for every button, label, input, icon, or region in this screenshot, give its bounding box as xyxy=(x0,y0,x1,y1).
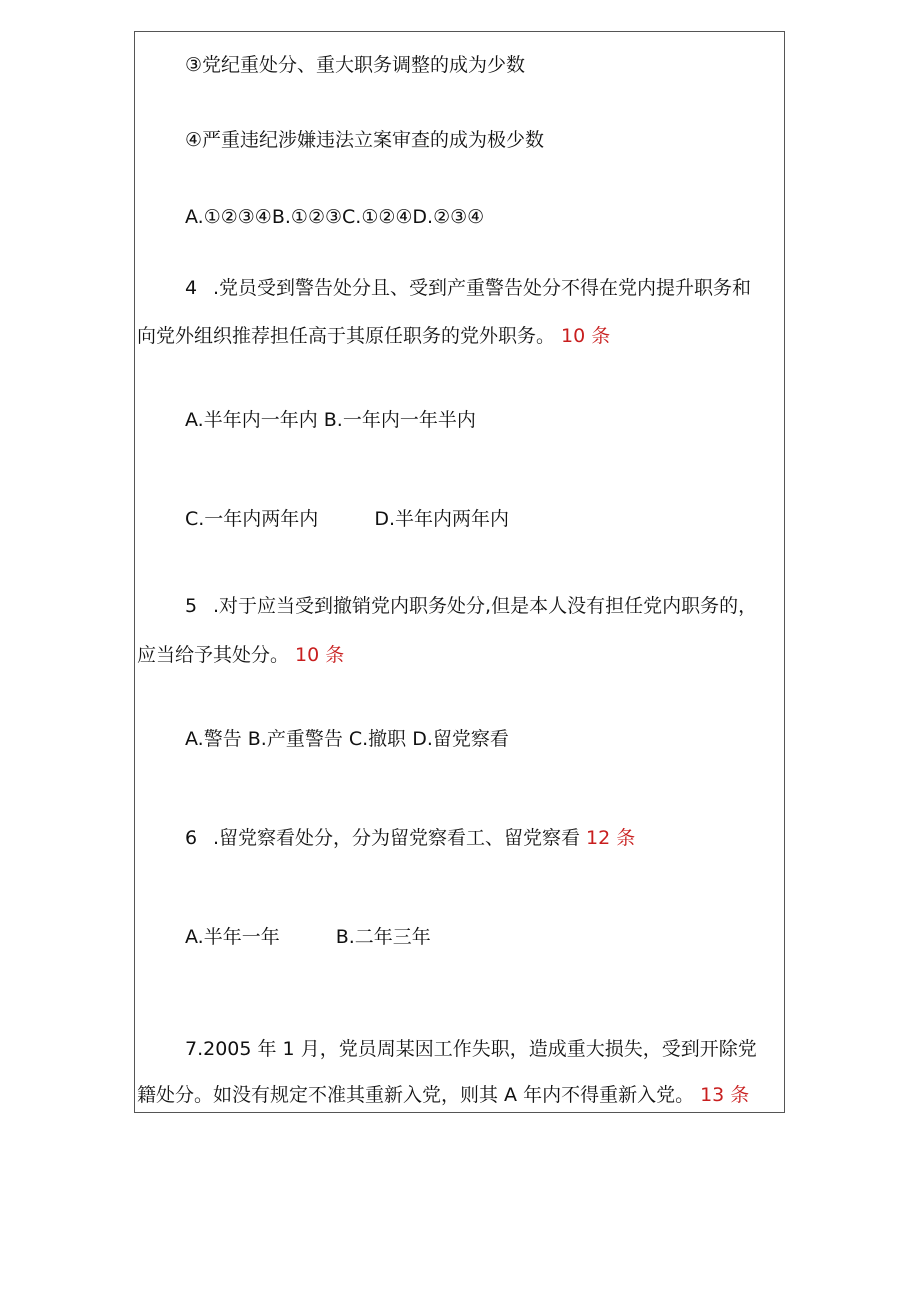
line-text: ③党纪重处分、重大职务调整的成为少数 xyxy=(185,54,526,76)
answer-choices-q5 xyxy=(185,727,509,751)
article-reference: 10 条 xyxy=(561,325,611,347)
question-number: 6 xyxy=(185,827,198,849)
answer-choices-q4-cd xyxy=(185,507,509,531)
answer-choices-q6 xyxy=(185,925,431,949)
option-line-3 xyxy=(185,53,525,77)
line-text: A.①②③④B.①②③C.①②④D.②③④ xyxy=(185,206,485,228)
question-text: 应当给予其处分。 xyxy=(137,644,290,666)
question-text: 向党外组织推荐担任高于其原任职务的党外职务。 xyxy=(137,325,556,347)
line-text: A.警告 B.产重警告 C.撤职 D.留党察看 xyxy=(185,728,509,750)
question-4 xyxy=(185,276,751,300)
question-7-continued xyxy=(137,1083,749,1107)
question-5 xyxy=(185,594,757,618)
line-text: A.半年内一年内 B.一年内一年半内 xyxy=(185,409,476,431)
article-reference: 10 条 xyxy=(295,644,345,666)
option-line-4 xyxy=(185,128,544,152)
question-number: 4 xyxy=(185,277,198,299)
question-5-continued xyxy=(137,643,344,667)
question-text: .党员受到警告处分且、受到产重警告处分不得在党内提升职务和 xyxy=(213,277,752,299)
question-text: .留党察看处分，分为留党察看工、留党察看 xyxy=(213,827,581,849)
question-text: .对于应当受到撤销党内职务处分,但是本人没有担任党内职务的， xyxy=(213,595,758,617)
choice-d: D.半年内两年内 xyxy=(374,508,509,530)
answer-choices-q3 xyxy=(185,205,484,229)
choice-c: C.一年内两年内 xyxy=(185,508,319,530)
choice-b: B.二年三年 xyxy=(335,926,431,948)
answer-choices-q4-ab xyxy=(185,408,476,432)
article-reference: 13 条 xyxy=(700,1084,750,1106)
question-text: 籍处分。如没有规定不准其重新入党，则其 A 年内不得重新入党。 xyxy=(137,1084,695,1106)
question-4-continued xyxy=(137,324,610,348)
question-number: 5 xyxy=(185,595,198,617)
question-6 xyxy=(185,826,635,850)
choice-a: A.半年一年 xyxy=(185,926,280,948)
line-text: ④严重违纪涉嫌违法立案审查的成为极少数 xyxy=(185,129,545,151)
document-frame xyxy=(134,31,785,1113)
question-text: 7.2005 年 1 月，党员周某因工作失职，造成重大损失，受到开除党 xyxy=(185,1038,757,1060)
article-reference: 12 条 xyxy=(586,827,636,849)
question-7 xyxy=(185,1037,757,1061)
